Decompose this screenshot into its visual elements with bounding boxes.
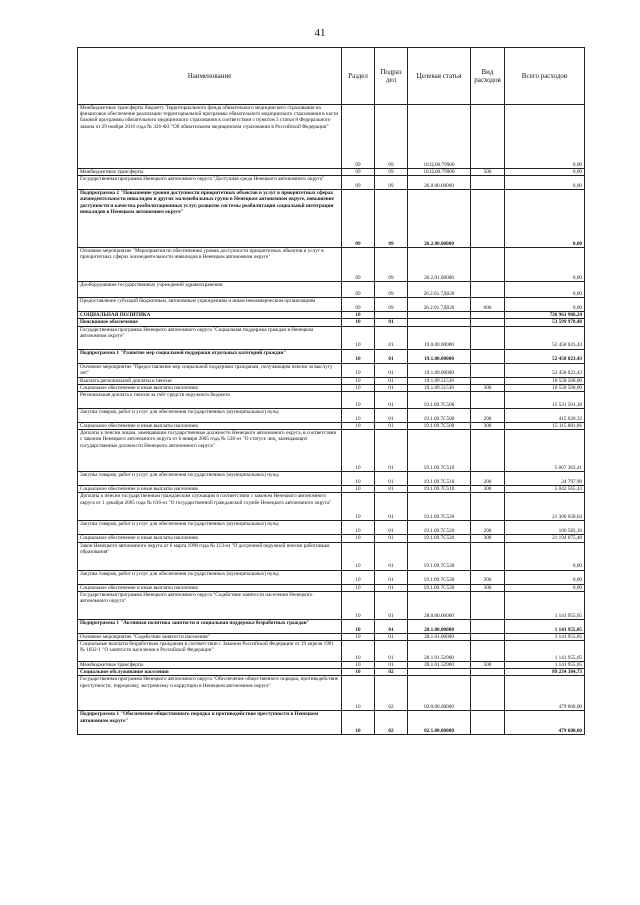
row-expense-type — [471, 176, 505, 190]
row-expense-type: 500 — [471, 662, 505, 669]
row-subsection: 01 — [375, 430, 408, 472]
table-row — [78, 377, 585, 384]
row-subsection: 02 — [375, 676, 408, 711]
table-row — [78, 430, 585, 472]
row-name: Государственная программа Ненецкого автономного округа "Обеспечение общественного порядка, противодействие преступности, терроризму, экстремизму и коррупции в Ненецком автономном округе" — [78, 676, 342, 711]
row-target-code: 19.1.09.7С510 — [408, 486, 471, 493]
row-target-code: 26.2.01.7Д020 — [408, 298, 471, 312]
table-row — [78, 190, 585, 248]
row-section: 09 — [342, 298, 375, 312]
row-expense-type: 500 — [471, 169, 505, 176]
table-header-row — [78, 48, 585, 105]
row-target-code: 28.1.01.00000 — [408, 633, 471, 640]
row-expense-type — [471, 430, 505, 472]
row-expense-type — [471, 105, 505, 169]
row-target-code: 19.1.09.7С520 — [408, 493, 471, 521]
row-name: СОЦИАЛЬНАЯ ПОЛИТИКА — [78, 312, 342, 319]
row-total: 52 458 023,43 — [505, 349, 585, 363]
row-expense-type: 200 — [471, 521, 505, 535]
row-total: 21 194 075,48 — [505, 535, 585, 542]
row-total: 1 141 955,05 — [505, 662, 585, 669]
row-total: 0,00 — [505, 542, 585, 570]
row-expense-type — [471, 676, 505, 711]
row-expense-type — [471, 326, 505, 349]
row-target-code: 28.1.01.52900 — [408, 662, 471, 669]
table-row — [78, 493, 585, 521]
row-target-code: 02.1.00.00000 — [408, 711, 471, 735]
row-subsection: 01 — [375, 423, 408, 430]
row-subsection: 01 — [375, 641, 408, 662]
row-section: 10 — [342, 312, 375, 319]
row-name: Государственная программа Ненецкого автономного округа "Доступная среда Ненецкого автономного округа" — [78, 176, 342, 190]
budget-table — [77, 47, 585, 735]
row-section: 10 — [342, 409, 375, 423]
row-section: 10 — [342, 676, 375, 711]
row-name: Основное мероприятие "Предоставление мер социальной поддержки гражданам, получающим пенсии за выслугу лет" — [78, 363, 342, 377]
row-expense-type — [471, 633, 505, 640]
row-expense-type: 300 — [471, 584, 505, 591]
table-row — [78, 591, 585, 619]
row-name: Межбюджетные трансферты бюджету Территориального фонда обязательного медицинского страхования на финансовое обеспечение реализации территориальной программы обязательного медицинского страхования в части базовой программы обязательного медицинского страхования в соответствии с пунктом 3 статьи 8 Федерального закона от 29 ноября 2010 года № 326-ФЗ "Об обязательном медицинском страховании в Российской Федерации" — [78, 105, 342, 169]
row-name: Закупка товаров, работ и услуг для обеспечения государственных (муниципальных) нужд — [78, 409, 342, 423]
row-name: Социальное обеспечение и иные выплаты населению — [78, 384, 342, 391]
row-total: 1 141 955,05 — [505, 619, 585, 633]
row-name: Закупка товаров, работ и услуг для обеспечения государственных (муниципальных) нужд — [78, 521, 342, 535]
row-expense-type — [471, 542, 505, 570]
row-target-code: 26.2.00.00000 — [408, 190, 471, 248]
row-section: 10 — [342, 472, 375, 486]
row-target-code: 19.1.09.7С530 — [408, 542, 471, 570]
row-subsection: 01 — [375, 521, 408, 535]
row-name: Подпрограмма 1 "Активная политика занятости и социальная поддержка безработных граждан" — [78, 619, 342, 633]
row-name: Подпрограмма 2 "Повышение уровня доступности приоритетных объектов и услуг в приоритетных сферах жизнедеятельности инвалидов и других маломобильных групп в Ненецком автономном округе, повышение доступности и качества реабилитационных услуг, развитие системы реабилитации социальной интеграции инвалидов в Ненецком автономном округе" — [78, 190, 342, 248]
row-subsection — [375, 312, 408, 319]
row-expense-type: 300 — [471, 535, 505, 542]
row-total: 53 599 978,48 — [505, 319, 585, 326]
table-row — [78, 662, 585, 669]
row-target-code: 19.1.09.7С520 — [408, 521, 471, 535]
header-name: Наименование — [78, 48, 342, 105]
row-name: Пенсионное обеспечение — [78, 319, 342, 326]
row-name: Социальное обеспечение и иные выплаты населению — [78, 584, 342, 591]
row-section: 10 — [342, 423, 375, 430]
row-total: 5 067 363,41 — [505, 430, 585, 472]
row-section: 10 — [342, 521, 375, 535]
row-expense-type — [471, 248, 505, 282]
row-section: 10 — [342, 384, 375, 391]
table-row — [78, 409, 585, 423]
row-name: Закупка товаров, работ и услуг для обеспечения государственных (муниципальных) нужд — [78, 472, 342, 486]
row-subsection: 02 — [375, 669, 408, 676]
table-row — [78, 423, 585, 430]
row-section: 09 — [342, 176, 375, 190]
table-row — [78, 176, 585, 190]
row-subsection: 09 — [375, 176, 408, 190]
header-target: Целевая статья — [408, 48, 471, 105]
row-name: Закон Ненецкого автономного округа от 6 марта 1998 года № 113-оз "О досрочной окружной пенсии работникам образования" — [78, 542, 342, 570]
row-expense-type — [471, 711, 505, 735]
row-subsection: 09 — [375, 298, 408, 312]
row-subsection: 01 — [375, 619, 408, 633]
row-total: 24 797,98 — [505, 472, 585, 486]
row-section: 10 — [342, 542, 375, 570]
row-subsection: 01 — [375, 326, 408, 349]
row-name: Закупка товаров, работ и услуг для обеспечения государственных (муниципальных) нужд — [78, 570, 342, 584]
row-name: Предоставление субсидий бюджетным, автономным учреждениям и иным некоммерческим организациям — [78, 298, 342, 312]
row-subsection: 01 — [375, 349, 408, 363]
row-section: 10 — [342, 619, 375, 633]
row-section: 10 — [342, 326, 375, 349]
row-subsection: 01 — [375, 570, 408, 584]
row-section: 10 — [342, 662, 375, 669]
row-expense-type: 200 — [471, 570, 505, 584]
row-subsection: 09 — [375, 169, 408, 176]
row-expense-type — [471, 591, 505, 619]
row-target-code: 19.1.09.7С530 — [408, 584, 471, 591]
row-name: Межбюджетные трансферты — [78, 662, 342, 669]
row-target-code: 18.Ц.00.79900 — [408, 169, 471, 176]
row-subsection: 01 — [375, 535, 408, 542]
row-name: Выплата региональной доплаты к пенсии — [78, 377, 342, 384]
table-row — [78, 521, 585, 535]
row-section: 10 — [342, 486, 375, 493]
table-row — [78, 363, 585, 377]
row-total: 0,00 — [505, 169, 585, 176]
row-expense-type: 200 — [471, 472, 505, 486]
row-section: 10 — [342, 591, 375, 619]
header-section: Раздел — [342, 48, 375, 105]
row-name: Социальное обеспечение и иные выплаты населению — [78, 535, 342, 542]
table-row — [78, 282, 585, 298]
table-row — [78, 641, 585, 662]
table-row — [78, 669, 585, 676]
row-target-code: 19.1.00.00000 — [408, 349, 471, 363]
row-total: 0,00 — [505, 298, 585, 312]
row-subsection: 01 — [375, 486, 408, 493]
table-row — [78, 392, 585, 409]
row-total: 0,00 — [505, 105, 585, 169]
row-expense-type: 600 — [471, 298, 505, 312]
row-name: Социальное обслуживание населения — [78, 669, 342, 676]
row-total: 10 558 500,00 — [505, 377, 585, 384]
row-section: 10 — [342, 633, 375, 640]
row-subsection: 09 — [375, 248, 408, 282]
row-section: 09 — [342, 190, 375, 248]
row-total: 52 458 023,43 — [505, 363, 585, 377]
row-total: 21 300 658,64 — [505, 493, 585, 521]
row-target-code: 28.0.00.00000 — [408, 591, 471, 619]
row-total: 5 042 565,43 — [505, 486, 585, 493]
row-subsection: 02 — [375, 711, 408, 735]
row-target-code: 19.1.09.00000 — [408, 363, 471, 377]
row-name: Подпрограмма 1 "Обеспечение общественного порядка и противодействие преступности в Ненецком автономном округе" — [78, 711, 342, 735]
row-name: Дооборудование государственных учреждений здравоохранения — [78, 282, 342, 298]
row-total: 0,00 — [505, 282, 585, 298]
row-section: 10 — [342, 319, 375, 326]
row-total: 10 558 500,00 — [505, 384, 585, 391]
row-section: 10 — [342, 570, 375, 584]
row-expense-type: 300 — [471, 384, 505, 391]
row-expense-type: 200 — [471, 409, 505, 423]
row-total: 0,00 — [505, 248, 585, 282]
row-target-code — [408, 312, 471, 319]
row-target-code — [408, 319, 471, 326]
row-total: 1 141 955,05 — [505, 591, 585, 619]
row-expense-type — [471, 312, 505, 319]
header-subsection: Подраз дел — [375, 48, 408, 105]
row-total: 0,00 — [505, 190, 585, 248]
row-target-code — [408, 669, 471, 676]
row-target-code: 19.1.09.7С520 — [408, 535, 471, 542]
row-name: Доплаты к пенсии государственным гражданским служащим в соответствии с законом Ненецкого автономного округа от 1 декабря 2005 года № 636-оз "О государственной гражданской службе Ненецкого автономного округа" — [78, 493, 342, 521]
row-name: Социальное обеспечение и иные выплаты населению — [78, 423, 342, 430]
table-body — [78, 105, 585, 735]
row-name: Доплаты к пенсии лицам, замещавшим государственные должности Ненецкого автономного округа, в соответствии с законом Ненецкого автономного округа от 6 января 2005 года № 538-оз "О статусе лиц, замещающих государственные должности Ненецкого автономного округа" — [78, 430, 342, 472]
table-row — [78, 319, 585, 326]
row-target-code: 19.1.09.7С500 — [408, 423, 471, 430]
row-total: 479 600,00 — [505, 711, 585, 735]
row-target-code: 26.0.00.00000 — [408, 176, 471, 190]
row-subsection: 09 — [375, 190, 408, 248]
row-section: 09 — [342, 248, 375, 282]
row-name: Государственная программа Ненецкого автономного округа "Содействие занятости населения Ненецкого автономного округа" — [78, 591, 342, 619]
row-subsection: 01 — [375, 472, 408, 486]
row-target-code: 19.1.09.51530 — [408, 377, 471, 384]
row-subsection: 01 — [375, 319, 408, 326]
row-subsection: 01 — [375, 392, 408, 409]
row-section: 10 — [342, 377, 375, 384]
row-target-code: 28.1.00.00000 — [408, 619, 471, 633]
row-section: 10 — [342, 493, 375, 521]
table-row — [78, 633, 585, 640]
row-total: 1 141 955,05 — [505, 641, 585, 662]
row-target-code: 18.Ц.00.79900 — [408, 105, 471, 169]
row-target-code: 02.0.00.00000 — [408, 676, 471, 711]
row-expense-type — [471, 392, 505, 409]
row-name: Подпрограмма 1 "Развитие мер социальной поддержки отдельных категорий граждан" — [78, 349, 342, 363]
row-target-code: 19.1.09.7С500 — [408, 392, 471, 409]
row-target-code: 19.1.09.51530 — [408, 384, 471, 391]
table-row — [78, 105, 585, 169]
row-subsection: 01 — [375, 363, 408, 377]
row-expense-type: 300 — [471, 486, 505, 493]
row-subsection: 01 — [375, 542, 408, 570]
row-expense-type — [471, 669, 505, 676]
table-row — [78, 535, 585, 542]
table-row — [78, 570, 585, 584]
table-row — [78, 676, 585, 711]
row-total: 0,00 — [505, 584, 585, 591]
row-section: 10 — [342, 584, 375, 591]
table-row — [78, 169, 585, 176]
row-total: 106 583,16 — [505, 521, 585, 535]
row-subsection: 09 — [375, 105, 408, 169]
header-expense-type: Вид расходов — [471, 48, 505, 105]
row-total: 0,00 — [505, 570, 585, 584]
row-expense-type: 300 — [471, 423, 505, 430]
table-row — [78, 248, 585, 282]
row-target-code: 19.0.00.00000 — [408, 326, 471, 349]
table-row — [78, 298, 585, 312]
row-name: Государственная программа Ненецкого автономного округа "Социальная поддержка граждан в Ненецком автономном округе" — [78, 326, 342, 349]
table-row — [78, 542, 585, 570]
row-total: 0,00 — [505, 176, 585, 190]
row-section: 09 — [342, 169, 375, 176]
row-expense-type — [471, 282, 505, 298]
row-subsection: 01 — [375, 409, 408, 423]
row-section: 09 — [342, 282, 375, 298]
table-row — [78, 312, 585, 319]
row-total: 736 961 986,24 — [505, 312, 585, 319]
row-section: 10 — [342, 430, 375, 472]
header-total: Всего расходов — [505, 48, 585, 105]
row-target-code: 26.2.01.7Д020 — [408, 282, 471, 298]
row-total: 15 115 881,06 — [505, 423, 585, 430]
row-section: 10 — [342, 392, 375, 409]
row-section: 10 — [342, 363, 375, 377]
row-target-code: 28.1.01.52900 — [408, 641, 471, 662]
row-section: 09 — [342, 105, 375, 169]
row-name: Социальное обеспечение и иные выплаты населению — [78, 486, 342, 493]
row-name: Социальные выплаты безработным гражданам в соответствии с Законом Российской Федерации от 19 апреля 1991 № 1032-1 "О занятости населения в Российской Федерации" — [78, 641, 342, 662]
row-subsection: 01 — [375, 591, 408, 619]
row-expense-type — [471, 349, 505, 363]
table-row — [78, 472, 585, 486]
row-total: 15 531 501,38 — [505, 392, 585, 409]
row-target-code: 19.1.09.7С500 — [408, 409, 471, 423]
row-target-code: 26.2.01.00000 — [408, 248, 471, 282]
row-total: 89 234 384,73 — [505, 669, 585, 676]
row-subsection: 01 — [375, 584, 408, 591]
table-row — [78, 349, 585, 363]
row-name: Основное мероприятие "Мероприятия по обеспечению уровня доступности приоритетных объектов и услуг в приоритетных сферах жизнедеятельности инвалидов в Ненецком автономном округе" — [78, 248, 342, 282]
row-expense-type — [471, 619, 505, 633]
row-total: 479 600,00 — [505, 676, 585, 711]
row-subsection: 01 — [375, 493, 408, 521]
row-target-code: 19.1.09.7С510 — [408, 430, 471, 472]
table-row — [78, 619, 585, 633]
row-section: 10 — [342, 349, 375, 363]
row-expense-type — [471, 493, 505, 521]
row-expense-type — [471, 641, 505, 662]
table-row — [78, 486, 585, 493]
row-subsection: 01 — [375, 384, 408, 391]
row-name: Основное мероприятие "Содействие занятости населения" — [78, 633, 342, 640]
row-subsection: 01 — [375, 662, 408, 669]
table-row — [78, 711, 585, 735]
row-subsection: 09 — [375, 282, 408, 298]
row-expense-type — [471, 319, 505, 326]
page-number: 41 — [314, 27, 326, 39]
row-subsection: 01 — [375, 633, 408, 640]
table-row — [78, 326, 585, 349]
row-section: 10 — [342, 641, 375, 662]
row-section: 10 — [342, 711, 375, 735]
row-total: 415 620,32 — [505, 409, 585, 423]
row-section: 10 — [342, 669, 375, 676]
row-expense-type — [471, 377, 505, 384]
row-target-code: 19.1.09.7С510 — [408, 472, 471, 486]
row-name: Межбюджетные трансферты — [78, 169, 342, 176]
row-expense-type — [471, 190, 505, 248]
row-section: 10 — [342, 535, 375, 542]
row-expense-type — [471, 363, 505, 377]
table-row — [78, 584, 585, 591]
row-name: Региональная доплата к пенсии за счёт средств окружного бюджета — [78, 392, 342, 409]
row-total: 52 458 023,43 — [505, 326, 585, 349]
table-row — [78, 384, 585, 391]
row-target-code: 19.1.09.7С530 — [408, 570, 471, 584]
row-subsection: 01 — [375, 377, 408, 384]
row-total: 1 141 955,05 — [505, 633, 585, 640]
